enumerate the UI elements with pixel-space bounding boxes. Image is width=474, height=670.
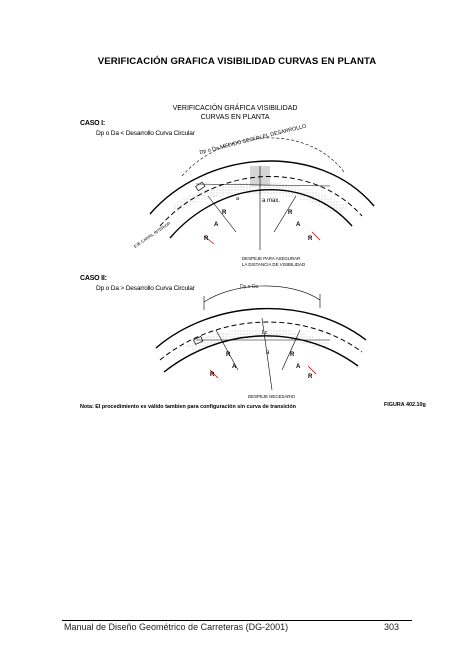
caso1-amax-label: a max. bbox=[262, 198, 281, 204]
footer-page-number: 303 bbox=[384, 622, 400, 632]
footer-divider bbox=[62, 620, 412, 621]
caso1-vehicle bbox=[196, 182, 205, 191]
caso1-R-label-3: R bbox=[288, 210, 293, 216]
figure-title-line2: CURVAS EN PLANTA bbox=[200, 114, 270, 121]
caso2-A-label-1: A bbox=[232, 364, 237, 370]
caso2-A-label-2: A bbox=[296, 364, 301, 370]
caso2-condition: Dp o Da > Desarrollo Curva Circular bbox=[96, 285, 195, 292]
page-title: VERIFICACIÓN GRAFICA VISIBILIDAD CURVAS EN PLANTA bbox=[97, 56, 377, 67]
caso2-arc-dimension bbox=[204, 286, 320, 302]
caso2-R-label-2: R bbox=[210, 372, 215, 378]
figure-title-line1: VERIFICACIÓN GRÁFICA VISIBILIDAD bbox=[172, 105, 298, 112]
caso2-diagram bbox=[156, 284, 366, 399]
caso1-axis-label: EJE CARRIL INTERIOR bbox=[132, 220, 172, 249]
caso1-condition: Dp o Da < Desarrollo Curva Circular bbox=[96, 130, 195, 137]
caso2-lc-label: Lc bbox=[262, 330, 268, 336]
caso2-despeje-label: DESPEJE NECESARIO bbox=[248, 394, 296, 399]
caso2-R-label-1: R bbox=[226, 352, 231, 358]
caso2-R-label-3: R bbox=[290, 352, 295, 358]
caso1-label: CASO I: bbox=[80, 120, 106, 127]
caso1-R-label-4: R bbox=[308, 236, 313, 242]
caso1-a-label: a bbox=[236, 196, 239, 202]
caso2-R-label-4: R bbox=[308, 374, 313, 380]
caso1-R-label-1: R bbox=[222, 210, 227, 216]
caso1-R-label-2: R bbox=[204, 236, 209, 242]
caso1-diagram bbox=[133, 123, 374, 267]
caso1-red-mark-right bbox=[312, 232, 320, 240]
caso2-red-mark-right bbox=[308, 366, 316, 374]
caso1-A-label-1: A bbox=[214, 222, 219, 228]
caso1-A-label-2: A bbox=[296, 222, 301, 228]
caso1-despeje-line2: LA DISTANCIA DE VISIBILIDAD bbox=[242, 262, 306, 267]
figure-note: Nota: El procedimiento es válido tambien para configuración sin curva de transición bbox=[80, 404, 296, 410]
caso1-arc-label: Dp o Da MEDIDO SEGÚN EL DESARROLLO bbox=[199, 123, 307, 156]
figure-id: FIGURA 402.10g bbox=[384, 402, 426, 408]
caso2-label: CASO II: bbox=[80, 275, 107, 282]
footer-book-title: Manual de Diseño Geométrico de Carreteras (DG-2001) bbox=[64, 622, 289, 632]
caso2-inner-edge bbox=[164, 336, 358, 372]
caso1-despeje-line1: DESPEJE PARA ASEGURAR bbox=[242, 256, 301, 261]
caso2-arc-label: Dp o Da bbox=[240, 284, 259, 290]
caso2-a-label: a bbox=[266, 350, 270, 356]
